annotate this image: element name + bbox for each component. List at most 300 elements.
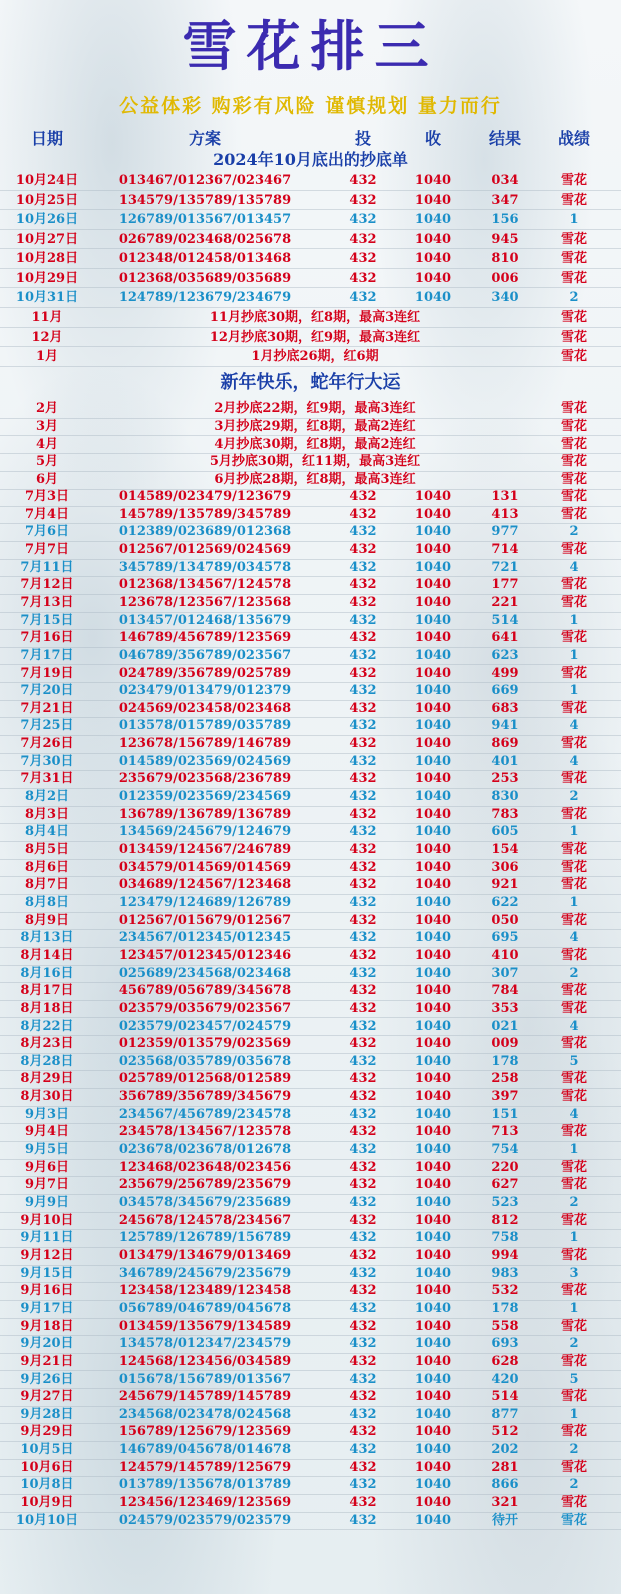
table-row [0,700,621,719]
row-record: 雪花 [560,173,587,188]
row-tou: 432 [349,1389,377,1405]
row-plan: 025789/012568/012589 [118,1071,292,1087]
row-date: 8月5日 [24,842,70,857]
row-record: 雪花 [560,594,587,610]
row-shou: 1040 [414,1442,452,1458]
row-shou: 1040 [414,231,452,247]
section-title-1: 2024年10月底出的抄底单 [213,150,408,169]
row-tou: 432 [349,647,377,663]
table-row [0,1388,621,1407]
row-tou: 432 [349,1212,377,1228]
table-row [0,894,621,913]
row-date: 10月26日 [15,212,79,227]
row-shou: 1040 [414,806,452,822]
row-result: 177 [491,577,519,593]
table-row [0,1512,621,1531]
row-tou: 432 [349,1000,377,1016]
row-tou: 432 [349,1177,377,1193]
row-result: 523 [491,1195,519,1210]
row-date: 8月4日 [24,824,70,840]
row-result: 512 [491,1424,519,1440]
table-row [0,289,621,308]
table-row [0,1282,621,1301]
table-row [0,929,621,948]
table-row [0,1159,621,1178]
row-record: 雪花 [560,1212,587,1228]
row-month: 3月 [35,418,59,434]
row-tou: 432 [349,806,377,822]
row-date: 9月6日 [24,1159,70,1175]
row-shou: 1040 [414,1195,452,1210]
row-plan: 014589/023479/123679 [118,489,292,504]
row-date: 9月5日 [24,1142,70,1158]
row-date: 10月24日 [15,173,79,188]
row-record: 雪花 [560,1036,587,1052]
row-result: 783 [491,806,519,822]
row-result: 413 [491,506,519,522]
row-record: 雪花 [560,1318,587,1334]
row-date: 8月2日 [24,789,70,805]
row-tou: 432 [349,1053,377,1069]
row-date: 7月26日 [20,736,74,752]
row-tou: 432 [349,1512,377,1528]
row-shou: 1040 [414,1477,452,1493]
row-plan: 234578/134567/123578 [118,1124,292,1140]
table-row [0,629,621,648]
row-plan: 234567/456789/234578 [118,1106,292,1122]
row-record: 雪花 [560,310,587,325]
row-tou: 432 [349,930,377,946]
row-date: 10月9日 [20,1495,74,1511]
summary-row [0,453,621,472]
row-record: 1 [569,1406,579,1422]
row-plan: 123678/156789/146789 [118,736,292,752]
row-date: 8月14日 [20,947,74,963]
row-plan: 136789/136789/136789 [118,806,292,822]
row-plan: 013467/012367/023467 [118,173,292,188]
row-plan: 034689/124567/123468 [118,877,292,893]
row-date: 10月5日 [20,1442,74,1458]
table-row [0,612,621,631]
row-plan: 024569/023458/023468 [118,700,292,716]
row-result: 034 [491,173,519,188]
table-row [0,859,621,878]
table-row [0,1035,621,1054]
row-plan: 013578/015789/035789 [118,718,292,734]
row-shou: 1040 [414,647,452,663]
row-plan: 345789/134789/034578 [118,559,292,575]
row-tou: 432 [349,1318,377,1334]
row-tou: 432 [349,559,377,575]
row-record: 1 [569,824,579,840]
row-shou: 1040 [414,1336,452,1352]
row-tou: 432 [349,912,377,928]
row-tou: 432 [349,718,377,734]
row-record: 2 [569,789,579,805]
row-date: 8月30日 [20,1089,74,1105]
row-plan: 023568/035789/035678 [118,1053,292,1069]
row-shou: 1040 [414,1071,452,1087]
row-summary: 12月抄底30期，红9期，最高3连红 [209,329,421,345]
row-date: 9月27日 [20,1389,74,1405]
row-month: 5月 [35,454,59,470]
table-row [0,806,621,825]
header-date: 日期 [30,129,63,148]
row-plan: 123456/123469/123569 [118,1495,292,1511]
row-tou: 432 [349,1071,377,1087]
row-date: 10月31日 [15,290,79,305]
row-date: 7月17日 [20,647,74,663]
row-date: 7月31日 [20,771,74,787]
table-row [0,1070,621,1089]
row-date: 7月4日 [24,506,70,522]
row-record: 雪花 [560,1283,587,1299]
table-row [0,541,621,560]
row-tou: 432 [349,231,377,247]
row-shou: 1040 [414,859,452,875]
row-plan: 012368/134567/124578 [118,577,292,593]
row-shou: 1040 [414,251,452,266]
row-record: 雪花 [560,1159,587,1175]
row-date: 8月17日 [20,983,74,999]
header-result: 结果 [488,129,521,148]
row-result: 994 [491,1247,519,1263]
header-record: 战绩 [557,129,590,148]
table-row [0,506,621,525]
row-tou: 432 [349,894,377,910]
row-shou: 1040 [414,594,452,610]
table-row [0,753,621,772]
row-date: 9月18日 [20,1318,74,1334]
row-plan: 013789/135678/013789 [118,1477,292,1493]
row-summary: 2月抄底22期，红9期，最高3连红 [214,401,416,416]
row-result: 866 [491,1477,519,1493]
row-tou: 432 [349,192,377,208]
row-summary: 5月抄底30期，红11期，最高3连红 [209,454,421,470]
row-record: 1 [569,894,579,910]
table-row [0,1353,621,1372]
row-tou: 432 [349,173,377,188]
row-plan: 012359/013579/023569 [118,1036,292,1052]
summary-row [0,418,621,437]
row-date: 7月7日 [24,541,70,557]
row-record: 4 [569,1018,579,1034]
row-shou: 1040 [414,541,452,557]
row-tou: 432 [349,612,377,628]
row-date: 8月16日 [20,965,74,981]
row-date: 10月6日 [20,1459,74,1475]
row-tou: 432 [349,1371,377,1387]
row-record: 1 [569,1230,579,1246]
table-row [0,1053,621,1072]
row-plan: 125789/126789/156789 [118,1230,292,1246]
row-result: 945 [491,231,519,247]
row-tou: 432 [349,251,377,266]
table-row [0,823,621,842]
row-shou: 1040 [414,718,452,734]
row-date: 10月8日 [20,1477,74,1493]
row-record: 雪花 [560,270,587,286]
row-plan: 235679/023568/236789 [118,771,292,787]
row-shou: 1040 [414,506,452,522]
row-record: 1 [569,683,579,699]
row-plan: 134579/135789/135789 [118,192,292,208]
row-shou: 1040 [414,1036,452,1052]
row-date: 9月16日 [20,1283,74,1299]
row-result: 397 [491,1089,519,1105]
row-record: 雪花 [560,1389,587,1405]
row-record: 雪花 [560,1071,587,1087]
row-record: 雪花 [560,630,587,646]
table-row [0,192,621,211]
row-date: 9月21日 [20,1353,74,1369]
row-tou: 432 [349,1195,377,1210]
row-result: 869 [491,736,519,752]
row-date: 7月25日 [20,718,74,734]
row-record: 雪花 [560,1177,587,1193]
row-plan: 024579/023579/023579 [118,1512,292,1528]
table-row [0,647,621,666]
row-shou: 1040 [414,1212,452,1228]
table-row [0,594,621,613]
row-record: 4 [569,718,579,734]
row-record: 1 [569,1300,579,1316]
row-record: 雪花 [560,472,587,488]
row-plan: 124789/123679/234679 [118,290,292,305]
row-result: 306 [491,859,519,875]
table-row [0,1106,621,1125]
row-plan: 025689/234568/023468 [118,965,292,981]
row-record: 4 [569,1106,579,1122]
row-shou: 1040 [414,577,452,593]
row-result: 812 [491,1212,519,1228]
row-result: 410 [491,947,519,963]
row-result: 202 [491,1442,519,1458]
row-record: 雪花 [560,251,587,266]
row-plan: 012359/023569/234569 [118,789,292,805]
row-tou: 432 [349,290,377,305]
row-result: 641 [491,630,519,646]
row-result: 154 [491,842,519,857]
row-shou: 1040 [414,1089,452,1105]
row-shou: 1040 [414,1406,452,1422]
row-shou: 1040 [414,930,452,946]
table-row [0,559,621,578]
table-row [0,1247,621,1266]
row-tou: 432 [349,1124,377,1140]
row-date: 8月23日 [20,1036,74,1052]
row-date: 7月15日 [20,612,74,628]
row-result: 810 [491,251,519,266]
row-date: 9月3日 [24,1106,70,1122]
table-row [0,912,621,931]
row-tou: 432 [349,212,377,227]
table-row [0,211,621,230]
row-date: 10月25日 [15,192,79,208]
row-date: 7月13日 [20,594,74,610]
row-result: 941 [491,718,519,734]
row-record: 4 [569,559,579,575]
row-plan: 024789/356789/025789 [118,665,292,681]
row-shou: 1040 [414,489,452,504]
table-row [0,1406,621,1425]
row-tou: 432 [349,683,377,699]
row-record: 雪花 [560,1247,587,1263]
row-plan: 124568/123456/034589 [118,1353,292,1369]
row-record: 1 [569,647,579,663]
header-plan: 方案 [188,129,221,148]
row-plan: 456789/056789/345678 [118,983,292,999]
row-plan: 126789/013567/013457 [118,212,292,227]
row-record: 雪花 [560,859,587,875]
row-shou: 1040 [414,1124,452,1140]
row-shou: 1040 [414,524,452,540]
row-result: 178 [491,1053,519,1069]
table-row [0,1318,621,1337]
row-shou: 1040 [414,612,452,628]
row-tou: 432 [349,1477,377,1493]
row-record: 5 [569,1053,579,1069]
row-tou: 432 [349,665,377,681]
row-result: 758 [491,1230,519,1246]
row-tou: 432 [349,524,377,540]
row-shou: 1040 [414,1371,452,1387]
row-date: 8月28日 [20,1053,74,1069]
row-shou: 1040 [414,700,452,716]
row-tou: 432 [349,736,377,752]
row-tou: 432 [349,1036,377,1052]
header-tou: 投 [354,129,371,148]
row-shou: 1040 [414,1353,452,1369]
row-plan: 012368/035689/035689 [118,270,292,286]
row-record: 4 [569,753,579,769]
row-plan: 012567/015679/012567 [118,912,292,928]
row-plan: 123458/123489/123458 [118,1283,292,1299]
table-row [0,1265,621,1284]
row-record: 雪花 [560,1459,587,1475]
row-tou: 432 [349,771,377,787]
row-result: 622 [491,894,519,910]
row-record: 2 [569,524,579,540]
row-tou: 432 [349,1089,377,1105]
row-tou: 432 [349,1424,377,1440]
row-result: 151 [491,1106,519,1122]
row-plan: 123468/023648/023456 [118,1159,292,1175]
row-shou: 1040 [414,173,452,188]
row-plan: 346789/245679/235679 [118,1265,292,1281]
row-result: 253 [491,771,519,787]
row-result: 009 [491,1036,519,1052]
row-date: 9月15日 [20,1265,74,1281]
row-shou: 1040 [414,1177,452,1193]
table-row [0,250,621,269]
table-row [0,665,621,684]
row-record: 雪花 [560,842,587,857]
row-tou: 432 [349,1142,377,1158]
table-row [0,1335,621,1354]
row-result: 050 [491,912,519,928]
row-date: 8月8日 [24,894,70,910]
row-date: 9月29日 [20,1424,74,1440]
row-record: 雪花 [560,436,587,452]
row-tou: 432 [349,1159,377,1175]
row-date: 9月17日 [20,1300,74,1316]
row-shou: 1040 [414,1300,452,1316]
row-tou: 432 [349,1442,377,1458]
row-result: 532 [491,1283,519,1299]
row-shou: 1040 [414,1265,452,1281]
table-row [0,1212,621,1231]
row-record: 雪花 [560,1124,587,1140]
row-result: 784 [491,983,519,999]
row-result: 721 [491,559,519,575]
row-summary: 11月抄底30期，红8期，最高3连红 [209,310,421,325]
summary-row [0,329,621,348]
row-record: 雪花 [560,418,587,434]
table-row [0,1476,621,1495]
row-record: 2 [569,1195,579,1210]
row-shou: 1040 [414,630,452,646]
row-result: 347 [491,192,519,208]
row-tou: 432 [349,947,377,963]
row-shou: 1040 [414,1459,452,1475]
row-shou: 1040 [414,1106,452,1122]
row-date: 9月28日 [20,1406,74,1422]
row-result: 628 [491,1353,519,1369]
row-plan: 012567/012569/024569 [118,541,292,557]
row-plan: 245679/145789/145789 [118,1389,292,1405]
row-plan: 146789/456789/123569 [118,630,292,646]
row-shou: 1040 [414,1318,452,1334]
row-result: 420 [491,1371,519,1387]
row-month: 2月 [35,401,59,416]
row-summary: 6月抄底28期，红8期，最高3连红 [214,472,416,488]
row-plan: 145789/135789/345789 [118,506,292,522]
row-shou: 1040 [414,824,452,840]
page-title: 雪花排三 [182,14,439,78]
row-date: 9月7日 [24,1177,70,1193]
row-plan: 034579/014569/014569 [118,859,292,875]
row-plan: 013457/012468/135679 [118,612,292,628]
row-record: 雪花 [560,541,587,557]
row-record: 2 [569,290,579,305]
row-result: 669 [491,683,519,699]
row-tou: 432 [349,877,377,893]
row-record: 雪花 [560,454,587,470]
table-row [0,231,621,250]
row-record: 4 [569,930,579,946]
summary-row [0,436,621,455]
row-record: 2 [569,1336,579,1352]
table-row [0,717,621,736]
row-result: 221 [491,594,519,610]
row-record: 雪花 [560,349,587,364]
row-record: 雪花 [560,700,587,716]
row-month: 4月 [35,436,59,452]
row-result: 695 [491,930,519,946]
row-plan: 123457/012345/012346 [118,947,292,963]
row-plan: 013479/134679/013469 [118,1247,292,1263]
row-result: 713 [491,1124,519,1140]
row-date: 8月22日 [20,1018,74,1034]
row-date: 8月13日 [20,930,74,946]
table-row [0,1018,621,1037]
row-shou: 1040 [414,1230,452,1246]
row-plan: 235679/256789/235679 [118,1177,292,1193]
row-shou: 1040 [414,1000,452,1016]
row-shou: 1040 [414,894,452,910]
row-date: 8月6日 [24,859,70,875]
